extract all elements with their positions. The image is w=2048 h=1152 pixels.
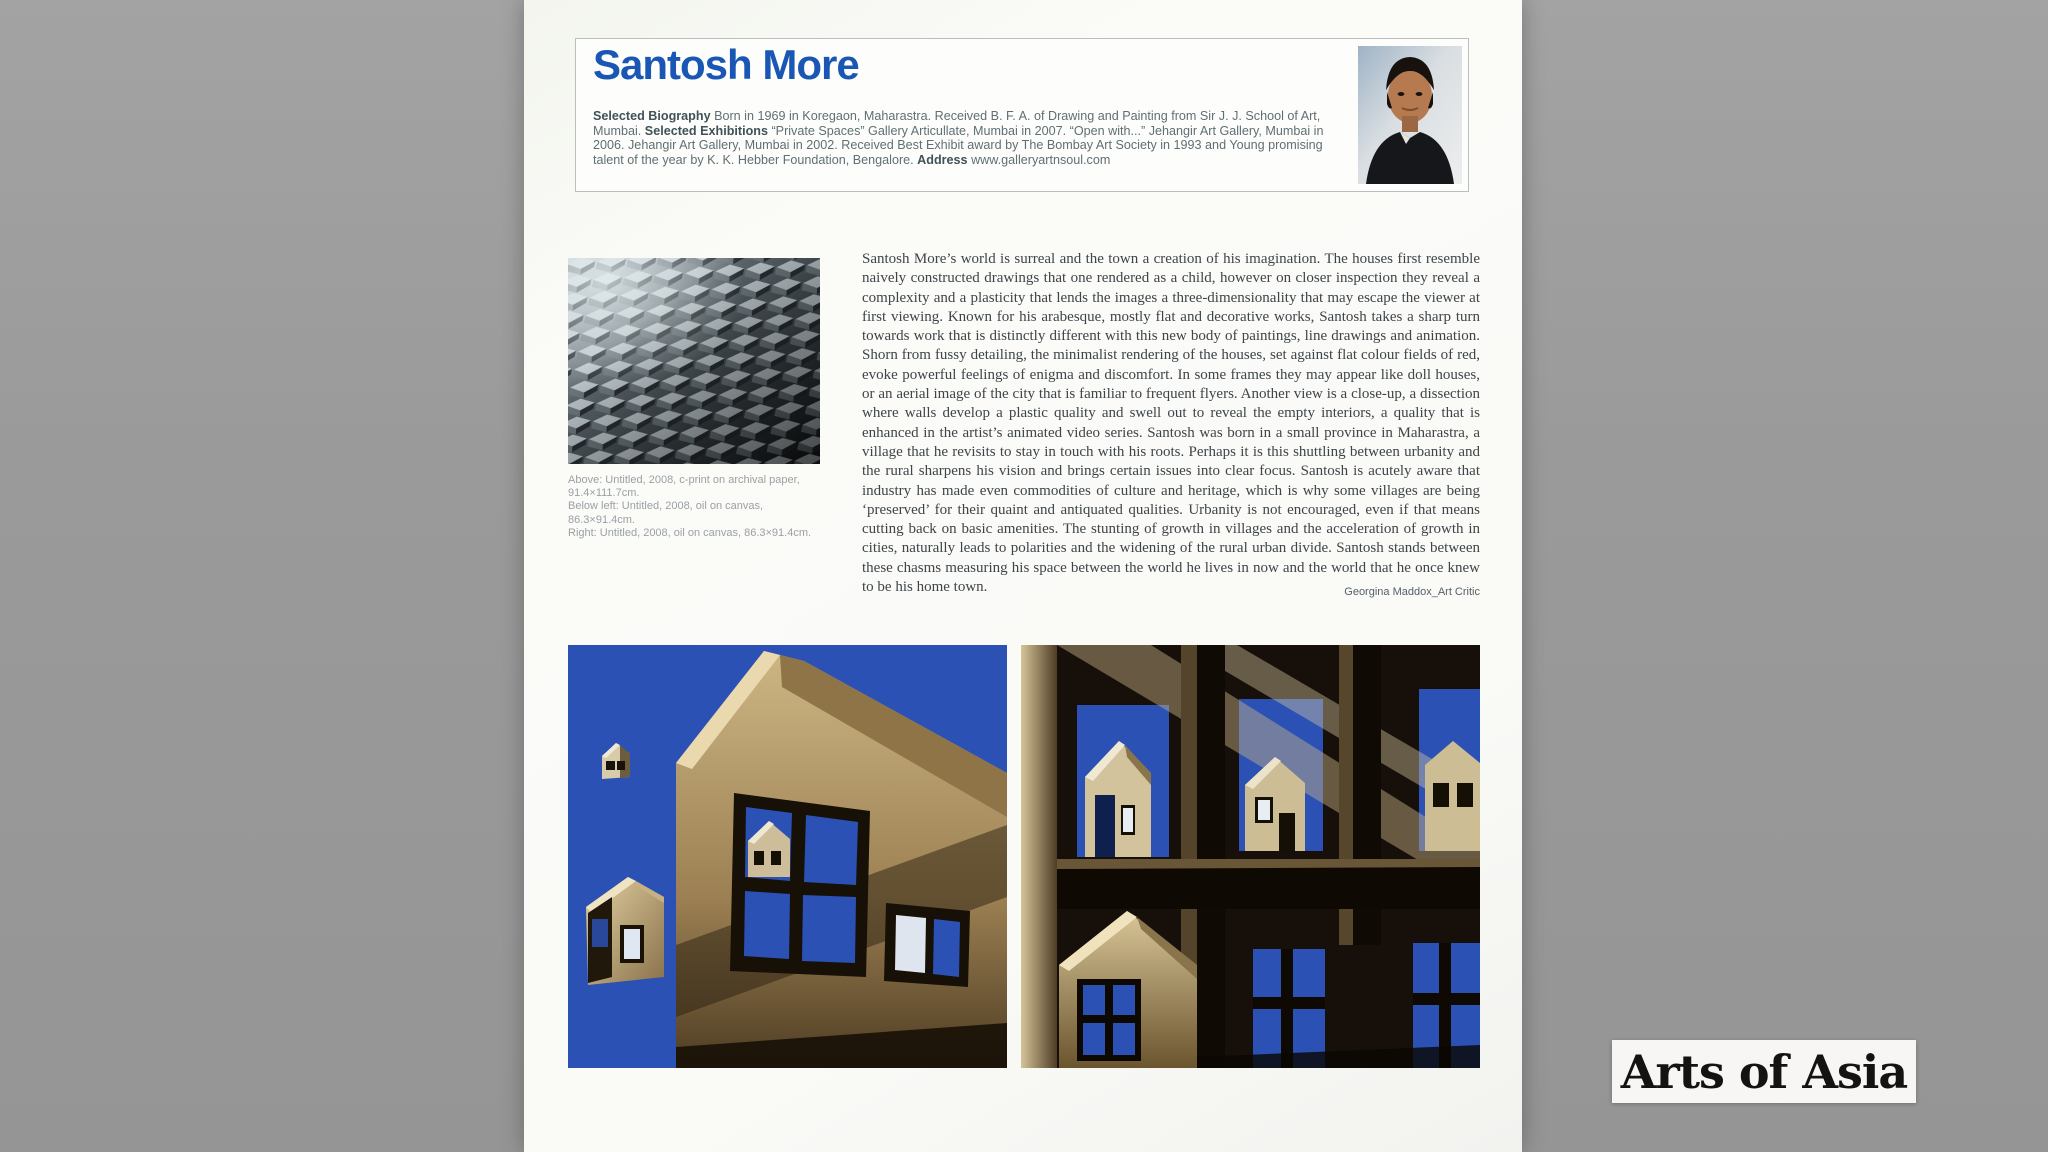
aerial-rooftops-artwork: [568, 258, 820, 464]
arts-of-asia-logo-text: Arts of Asia: [1620, 1044, 1908, 1099]
article-column: [862, 250, 1480, 597]
artist-header-box: [575, 38, 1469, 192]
caption-line: 86.3×91.4cm.: [568, 513, 635, 526]
houses-diptych-left-panel: [568, 645, 1007, 1068]
caption-line: Below left: Untitled, 2008, oil on canvas,: [568, 500, 764, 513]
artist-portrait-photo: [1358, 46, 1462, 184]
arts-of-asia-logo: [1612, 1040, 1916, 1103]
article-byline: Georgina Maddox_Art Critic: [1344, 586, 1480, 599]
houses-diptych-artwork: [568, 645, 1480, 1068]
bio-label-exhibitions: Selected Exhibitions: [644, 123, 768, 138]
artist-biography: [593, 109, 1341, 167]
bio-text-exhibitions: “Private Spaces” Gallery Articullate, Mumbai in 2007. “Open with...” Jehangir Art Gallery, Mumbai in 2006. Jehangir Art Gallery, Mumbai in 2002. Received Best Exhibit award by The Bombay Art Society in 1993 and Young promising talent of the year by K. K. Hebber Foundation, Bengalore.: [593, 123, 1324, 167]
bio-label-biography: Selected Biography: [593, 109, 711, 123]
artist-name-title: Santosh More: [593, 41, 859, 88]
magazine-page: [524, 0, 1522, 1152]
artwork-caption: [568, 474, 838, 540]
bio-text-biography: Born in 1969 in Koregaon, Maharastra. Received B. F. A. of Drawing and Painting from Sir J. J. School of Art, Mumbai.: [593, 109, 1321, 138]
bio-text-address: www.galleryartnsoul.com: [971, 152, 1111, 167]
caption-line: 91.4×111.7cm.: [568, 487, 640, 500]
caption-line: Above: Untitled, 2008, c-print on archival paper,: [568, 474, 800, 486]
article-body-text: Santosh More’s world is surreal and the town a creation of his imagination. The houses first resemble naively constructed drawings that one rendered as a child, however on closer inspection they reveal a complexity and a plasticity that lends the images a three-dimensionality that may escape the viewer at first viewing. Known for his arabesque, mostly flat and decorative works, Santosh takes a sharp turn towards work that is distinctly different with this new body of paintings, line drawings and animation. Shorn from fussy detailing, the minimalist rendering of the houses, set against flat colour fields of red, evoke powerful feelings of enigma and discomfort. In some frames they may appear like doll houses, or an aerial image of the city that is familiar to frequent flyers. Another view is a close-up, a dissection where walls develop a plastic quality and swell out to reveal the empty interiors, a quality that is enhanced in the artist’s animated video series. Santosh was born in a small province in Maharastra, a village that he revisits to stay in touch with his roots. Perhaps it is this shuttling between urbanity and the rural sharpens his vision and brings certain issues into clear focus. Santosh is acutely aware that industry has made even commodities of culture and heritage, which is why some villages are being ‘preserved’ for their quaint and antiquated qualities. Urbanity is not encouraged, even if that means cutting back on basic amenities. The stunting of growth in villages and the acceleration of growth in cities, naturally leads to polarities and the widening of the rural urban divide. Santosh stands between these chasms measuring his space between the world he lives in now and the world that he once knew to be his home town.: [862, 251, 1480, 596]
caption-line: Right: Untitled, 2008, oil on canvas, 86.3×91.4cm.: [568, 526, 812, 539]
houses-diptych-right-panel: [1021, 645, 1480, 1068]
bio-label-address: Address: [917, 152, 968, 167]
